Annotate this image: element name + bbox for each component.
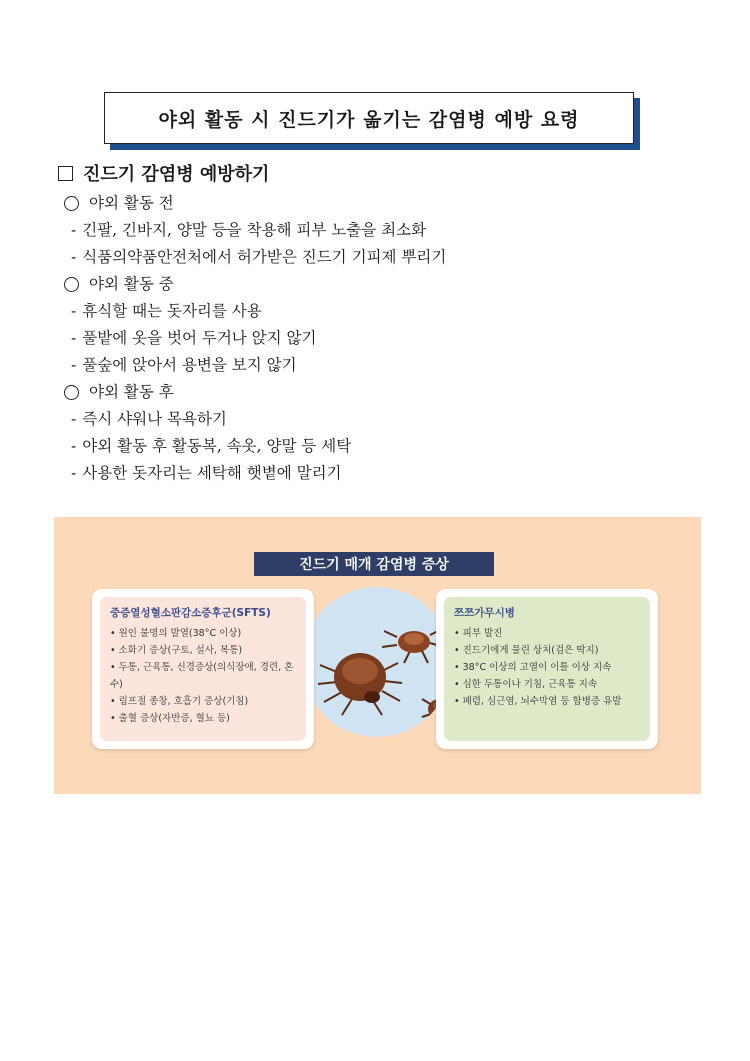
list-item: - 풀숲에 앉아서 용변을 보지 않기	[71, 356, 297, 374]
list-item: - 식품의약품안전처에서 허가받은 진드기 기피제 뿌리기	[71, 248, 447, 266]
circle-bullet-icon	[64, 277, 79, 292]
section-heading-label: 진드기 감염병 예방하기	[83, 164, 270, 185]
list-item-text: 풀숲에 앉아서 용변을 보지 않기	[82, 356, 297, 374]
symptoms-infographic	[54, 517, 701, 794]
tick-icon	[302, 587, 452, 737]
phase-label: 야외 활동 후	[89, 383, 174, 401]
circle-bullet-icon	[64, 385, 79, 400]
list-item: • 원인 불명의 발열(38°C 이상)	[110, 625, 296, 642]
list-item: - 즉시 샤워나 목욕하기	[71, 410, 227, 428]
list-item: • 출혈 증상(자반증, 혈뇨 등)	[110, 710, 296, 727]
sfts-heading: 중증열성혈소판감소증후군(SFTS)	[110, 607, 271, 619]
tsutsugamushi-card	[436, 589, 658, 749]
square-bullet-icon	[58, 166, 73, 181]
list-item-text: 야외 활동 후 활동복, 속옷, 양말 등 세탁	[82, 437, 352, 455]
list-item: • 38°C 이상의 고열이 이틀 이상 지속	[454, 659, 640, 676]
list-item: - 휴식할 때는 돗자리를 사용	[71, 302, 262, 320]
list-item-text: 식품의약품안전처에서 허가받은 진드기 기피제 뿌리기	[82, 248, 447, 266]
list-item: - 풀밭에 옷을 벗어 두거나 앉지 않기	[71, 329, 317, 347]
phase-label: 야외 활동 전	[89, 194, 174, 212]
list-item: • 진드기에게 물린 상처(검은 딱지)	[454, 642, 640, 659]
section-heading	[58, 160, 269, 186]
phase-label: 야외 활동 중	[89, 275, 174, 293]
list-item-text: 사용한 돗자리는 세탁해 햇볕에 말리기	[82, 464, 342, 482]
list-item: • 피부 발진	[454, 625, 640, 642]
phase-heading	[58, 379, 446, 406]
sfts-card	[92, 589, 314, 749]
infographic-title: 진드기 매개 감염병 증상	[254, 552, 494, 576]
list-item: - 긴팔, 긴바지, 양말 등을 착용해 피부 노출을 최소화	[71, 221, 427, 239]
phase-heading	[58, 271, 446, 298]
list-item: • 폐렴, 심근염, 뇌수막염 등 합병증 유발	[454, 693, 640, 710]
list-item-text: 휴식할 때는 돗자리를 사용	[82, 302, 262, 320]
prevention-outline	[58, 190, 446, 487]
sfts-symptom-list	[110, 625, 296, 727]
list-item: • 심한 두통이나 기침, 근육통 지속	[454, 676, 640, 693]
list-item: • 소화기 증상(구토, 설사, 복통)	[110, 642, 296, 659]
phase-heading	[58, 190, 446, 217]
tsutsugamushi-symptom-list	[454, 625, 640, 710]
list-item: - 야외 활동 후 활동복, 속옷, 양말 등 세탁	[71, 437, 352, 455]
list-item: - 사용한 돗자리는 세탁해 햇볕에 말리기	[71, 464, 342, 482]
circle-bullet-icon	[64, 196, 79, 211]
list-item: • 두통, 근육통, 신경증상(의식장애, 경련, 혼수)	[110, 659, 296, 693]
tick-illustration	[302, 587, 452, 737]
page-title: 야외 활동 시 진드기가 옮기는 감염병 예방 요령	[104, 92, 634, 144]
list-item-text: 즉시 샤워나 목욕하기	[82, 410, 227, 428]
list-item-text: 긴팔, 긴바지, 양말 등을 착용해 피부 노출을 최소화	[82, 221, 427, 239]
list-item-text: 풀밭에 옷을 벗어 두거나 앉지 않기	[82, 329, 317, 347]
tsutsugamushi-heading: 쯔쯔가무시병	[454, 607, 515, 619]
list-item: • 림프절 종창, 호흡기 증상(기침)	[110, 693, 296, 710]
